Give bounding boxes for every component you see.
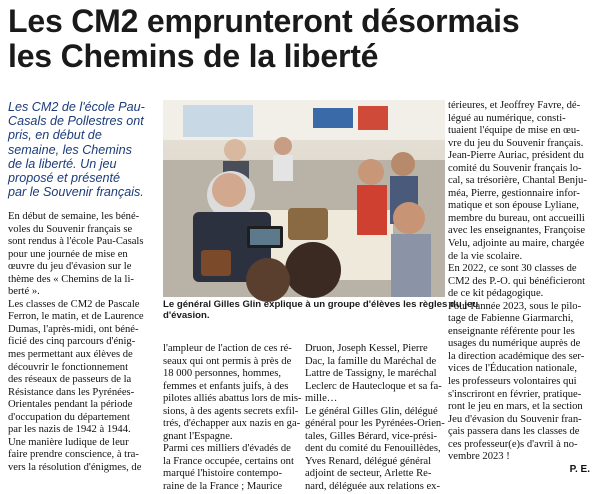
lead-line: semaine, les Chemins (8, 142, 132, 157)
article-text-line: raine de la France ; Maurice (163, 481, 283, 493)
article-text-line: l'ampleur de l'action de ces ré- (163, 343, 292, 354)
article-text-line: Druon, Joseph Kessel, Pierre (305, 343, 428, 354)
article-text-line: Dumas, l'après-midi, ont béné- (8, 323, 139, 335)
article-text-line: Jeu d'évasion du Souvenir fran- (448, 413, 582, 425)
article-text-line: tuaient l'équipe de mise en œu- (448, 125, 580, 137)
article-text-line: cal, sa trésorière, Chantal Benju- (448, 175, 587, 187)
article-text-line: thème des « Chemins de la li- (8, 273, 134, 285)
article-text-line: la direction académique des ser- (448, 350, 585, 362)
lead-line: pris, en début de (8, 128, 102, 143)
article-text-line: d'occupation du département (8, 411, 130, 423)
article-text-line: mille… (305, 393, 338, 405)
article-text-line: dent du comité du Fenouillèdes, (305, 443, 441, 455)
article-column-4 (448, 100, 598, 464)
article-text-line: Leclerc de Hautecloque et sa fa- (305, 380, 442, 392)
article-text-line: sont rendus à l'école Pau-Casals (8, 236, 144, 248)
article-text-line: térieures, et Jeoffrey Favre, dé- (448, 100, 581, 111)
article-text-line: méa, Pierre, gestionnaire infor- (448, 187, 580, 199)
article-text-line: gnant l'Espagne. (163, 430, 233, 442)
headline (8, 4, 598, 74)
article-text-line: les professeurs volontaires qui (448, 376, 577, 388)
article-text-line: Une manière ludique de leur (8, 436, 129, 448)
article-text-line: trés, d'échapper aux nazis en ga- (163, 418, 301, 430)
article-column-2 (163, 343, 303, 494)
article-text-line: avec les enseignantes, Françoise (448, 225, 586, 237)
article-text-line: vers la résolution d'énigmes, de (8, 461, 142, 473)
article-text-line: la France occupée, certains ont (163, 455, 294, 467)
article-text-line: Les classes de CM2 de Pascale (8, 298, 140, 310)
article-text-line: nard, déléguée aux relations ex- (305, 481, 441, 493)
lead-line: par le Souvenir français. (8, 185, 144, 200)
article-text-line: Yves Renard, délégué général (305, 455, 432, 467)
article-column-1 (8, 211, 158, 474)
article-text-line: Le général Gilles Glin, délégué (305, 405, 438, 417)
article-text-line: Orientales pendant la période (8, 399, 133, 411)
article-text-line: Lattre de Tassigny, le maréchal (305, 368, 437, 380)
article-text-line: sions, à des agents secrets exfil- (163, 405, 299, 417)
article-text-line: usages du numérique auprès de (448, 338, 581, 350)
article-text-line: de la vie scolaire. (448, 250, 523, 262)
article-text-line: membre du bureau, ont accueilli (448, 212, 585, 224)
article-text-line: 18 000 personnes, hommes, (163, 368, 281, 380)
article-text-line: marqué l'histoire contempo- (163, 468, 282, 480)
article-text-line: Dac, la famille du Maréchal de (305, 355, 437, 367)
article-text-line: Velu, adjointe au maire, chargée (448, 238, 585, 250)
article-text-line: général pour les Pyrénées-Orien- (305, 418, 445, 430)
article-column-3 (305, 343, 445, 494)
lead-paragraph (8, 100, 156, 199)
article-text-line: çais passera dans les classes de (448, 426, 580, 438)
article-text-line: matique et son épouse Lyliane, (448, 200, 579, 212)
article-text-line: femmes et enfants juifs, à des (163, 380, 289, 392)
lead-line: Casals de Pollestres ont (8, 114, 144, 129)
article-text-line: tage de Fabienne Giarmarchi, (448, 313, 574, 325)
article-text-line: ficié des cinq parcours d'énig- (8, 336, 136, 348)
article-text-line: vembre 2023 ! (448, 451, 510, 463)
article-text-line: Pour l'année 2023, sous le pilo- (448, 300, 582, 312)
headline-line: Les CM2 emprunteront désormais (8, 3, 520, 39)
article-text-line: pilotes alliés abattus lors de mis- (163, 393, 302, 405)
article-text-line: comité du Souvenir français lo- (448, 162, 582, 174)
article-text-line: enseignante référente pour les (448, 325, 575, 337)
article-text-line: Ferron, le matin, et de Laurence (8, 311, 144, 323)
lead-line: de la liberté. Un jeu (8, 156, 117, 171)
article-text-line: vre du jeu du Souvenir français. (448, 137, 584, 149)
article-text-line: vices de l'Éducation nationale, (448, 363, 577, 375)
article-text-line: adjoint de secteur, Arlette Re- (305, 468, 432, 480)
article-text-line: ront le jeu en mars, et la section (448, 401, 583, 413)
article-photo (163, 100, 445, 297)
article-text-line: berté ». (8, 286, 40, 298)
article-text-line: découvrir le fonctionnement (8, 361, 129, 373)
article-text-line: œuvre du jeu d'évasion sur le (8, 261, 132, 273)
author-signature: P. E. (569, 464, 590, 475)
lead-line: Les CM2 de l'école Pau- (8, 100, 145, 114)
lead-line: proposé et présenté (8, 171, 121, 186)
article-text-line: En début de semaine, les béné- (8, 211, 140, 222)
article-text-line: par les nazis de 1942 à 1944. (8, 424, 131, 436)
photo-caption (163, 299, 479, 321)
article-text-line: légué au numérique, consti- (448, 112, 566, 124)
article-text-line: Parmi ces milliers d'évadés de (163, 443, 291, 455)
article-text-line: ces professeur(e)s d'avril à no- (448, 438, 578, 450)
article-text-line: s'inscriront en février, pratique- (448, 388, 582, 400)
article-text-line: voles du Souvenir français se (8, 223, 133, 235)
caption-line: d'évasion. (163, 310, 210, 321)
article-text-line: Résistance dans les Pyrénées- (8, 386, 135, 398)
article-text-line: tales, Gilles Bérard, vice-prési- (305, 430, 438, 442)
article-text-line: des réseaux de passeurs de la (8, 374, 132, 386)
article-text-line: CM2 des P.-O. qui bénéficieront (448, 275, 586, 287)
article-text-line: Jean-Pierre Auriac, président du (448, 150, 584, 162)
article-text-line: pour une journée de mise en (8, 248, 128, 260)
classroom-photo (163, 100, 445, 297)
headline-line: les Chemins de la liberté (8, 38, 379, 74)
article-text-line: de ce kit pédagogique. (448, 288, 544, 300)
article-text-line: seaux qui ont permis à près de (163, 355, 292, 367)
caption-line: Le général Gilles Glin explique à un groupe d'élèves les règles du jeu (163, 299, 479, 310)
article-text-line: En 2022, ce sont 30 classes de (448, 263, 577, 275)
article-text-line: faire prendre conscience, à tra- (8, 449, 139, 461)
article-text-line: mes permettant aux élèves de (8, 349, 133, 361)
